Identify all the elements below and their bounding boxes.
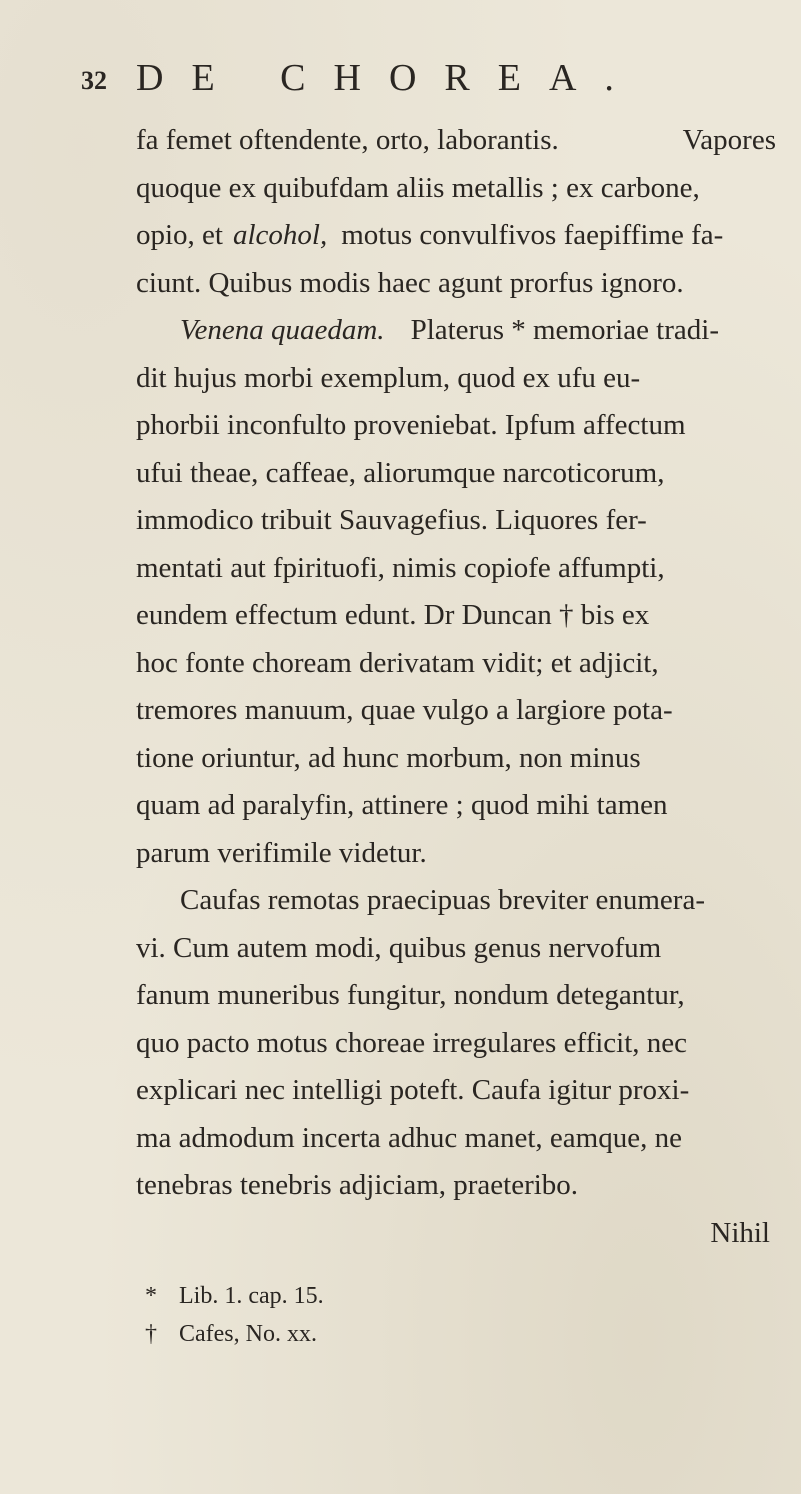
text-segment: quoque ex quibufdam aliis metallis ; ex carbone, bbox=[136, 171, 700, 204]
text-segment: Vapores bbox=[682, 124, 776, 156]
text-segment: eundem effectum edunt. Dr Duncan † bis ex bbox=[136, 599, 650, 631]
text-segment: ufui theae, caffeae, aliorumque narcoticorum, bbox=[136, 456, 665, 489]
text-segment: opio, et bbox=[136, 219, 223, 251]
text-line bbox=[136, 307, 776, 355]
text-segment: phorbii inconfulto proveniebat. Ipfum affectum bbox=[136, 409, 686, 441]
text-segment: mentati aut fpirituofi, nimis copiofe affumpti, bbox=[136, 551, 665, 584]
text-segment: fanum muneribus fungitur, nondum detegantur, bbox=[136, 979, 685, 1011]
text-line bbox=[136, 355, 776, 403]
footnote-text: Lib. 1. cap. 15. bbox=[179, 1283, 324, 1309]
body-text bbox=[136, 117, 776, 1257]
text-segment: tione oriuntur, ad hunc morbum, non minus bbox=[136, 741, 641, 774]
text-line bbox=[136, 402, 776, 450]
text-line bbox=[136, 1162, 776, 1210]
text-line bbox=[136, 497, 776, 545]
text-segment: explicari nec intelligi poteft. Caufa igitur proxi- bbox=[136, 1074, 690, 1106]
text-segment: vi. Cum autem modi, quibus genus nervofum bbox=[136, 931, 662, 964]
text-line bbox=[136, 782, 776, 830]
text-line bbox=[136, 925, 776, 973]
footnote-text: Cafes, No. xx. bbox=[179, 1321, 317, 1347]
page-number: 32 bbox=[81, 66, 107, 95]
text-segment: quo pacto motus choreae irregulares efficit, nec bbox=[136, 1026, 688, 1059]
text-line bbox=[136, 212, 776, 260]
text-line bbox=[136, 1115, 776, 1163]
text-line bbox=[136, 1020, 776, 1068]
footnotes bbox=[145, 1277, 324, 1353]
text-line bbox=[136, 830, 776, 878]
footnote-mark: † bbox=[145, 1321, 157, 1347]
section-heading: Venena quaedam. bbox=[180, 314, 385, 346]
text-line bbox=[136, 1210, 776, 1258]
catchword: Nihil bbox=[710, 1216, 770, 1249]
text-line bbox=[136, 1067, 776, 1115]
footnote bbox=[145, 1277, 324, 1315]
text-line bbox=[136, 972, 776, 1020]
running-head: DE CHOREA. bbox=[136, 57, 642, 99]
page-header bbox=[81, 57, 642, 99]
text-segment: ciunt. Quibus modis haec agunt prorfus ignoro. bbox=[136, 266, 684, 299]
text-line bbox=[136, 687, 776, 735]
text-segment: parum verifimile videtur. bbox=[136, 836, 427, 869]
text-line bbox=[136, 545, 776, 593]
text-line bbox=[136, 735, 776, 783]
text-segment: dit hujus morbi exemplum, quod ex ufu eu- bbox=[136, 361, 641, 394]
footnote-mark: * bbox=[145, 1283, 157, 1309]
text-line bbox=[136, 260, 776, 308]
text-segment: quam ad paralyfin, attinere ; quod mihi tamen bbox=[136, 789, 668, 821]
text-segment: immodico tribuit Sauvagefius. Liquores fer- bbox=[136, 504, 647, 536]
text-line bbox=[136, 165, 776, 213]
text-segment: fa femet oftendente, orto, laborantis. bbox=[136, 124, 559, 156]
text-line bbox=[136, 592, 776, 640]
text-segment: tremores manuum, quae vulgo a largiore pota- bbox=[136, 694, 673, 726]
text-segment: hoc fonte choream derivatam vidit; et adjicit, bbox=[136, 646, 659, 679]
text-line bbox=[136, 640, 776, 688]
italic-term: alcohol, bbox=[233, 219, 328, 251]
text-line bbox=[136, 877, 776, 925]
text-segment: motus convulfivos faepiffime fa- bbox=[341, 219, 724, 251]
text-segment: Platerus * memoriae tradi- bbox=[410, 314, 719, 346]
text-line bbox=[136, 450, 776, 498]
footnote bbox=[145, 1315, 324, 1353]
text-line bbox=[136, 117, 776, 165]
text-segment: tenebras tenebris adjiciam, praeteribo. bbox=[136, 1169, 579, 1201]
text-segment: ma admodum incerta adhuc manet, eamque, ne bbox=[136, 1121, 682, 1154]
text-segment: Caufas remotas praecipuas breviter enumera- bbox=[180, 884, 705, 916]
